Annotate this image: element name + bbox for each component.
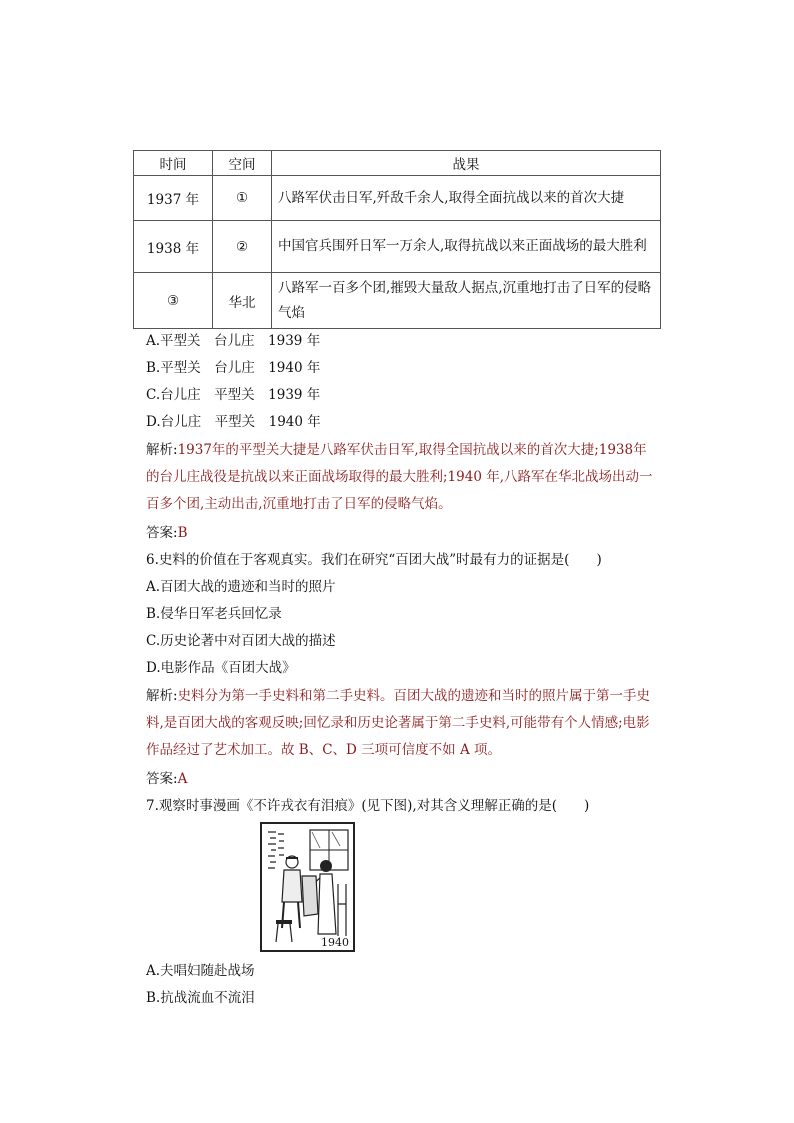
cell-place: ① (213, 176, 272, 221)
cartoon-drawing (262, 824, 353, 950)
cell-place: ② (213, 221, 272, 273)
history-table (133, 150, 661, 329)
header-result: 战果 (272, 151, 661, 176)
option-a: A.平型关 台儿庄 1939 年 (146, 333, 321, 349)
answer-value: B (177, 525, 188, 541)
option-b: B.侵华日军老兵回忆录 (146, 606, 282, 622)
option-b: B.平型关 台儿庄 1940 年 (146, 360, 321, 376)
cell-result: 八路军伏击日军,歼敌千余人,取得全面抗战以来的首次大捷 (272, 176, 661, 221)
question-stem: 7.观察时事漫画《不许戎衣有泪痕》(见下图),对其含义理解正确的是( ) (146, 798, 590, 814)
cell-time: 1937 年 (134, 176, 213, 221)
answer-line (146, 523, 187, 543)
analysis-text: 史料分为第一手史料和第二手史料。百团大战的遗迹和当时的照片属于第一手史料,是百团大战的客观反映;回忆录和历史论著属于第二手史料,可能带有个人情感;电影作品经过了艺术加工。故 B、C、D 三项可信度不如 A 项。 (146, 688, 651, 758)
cartoon-image (260, 822, 355, 952)
cartoon-year: 1940 (321, 936, 349, 949)
cell-result: 八路军一百多个团,摧毁大量敌人据点,沉重地打击了日军的侵略气焰 (272, 273, 661, 329)
cell-time: 1938 年 (134, 221, 213, 273)
option-a: A.百团大战的遗迹和当时的照片 (146, 579, 336, 595)
cell-result: 中国官兵围歼日军一万余人,取得抗战以来正面战场的最大胜利 (272, 221, 661, 273)
cell-time: ③ (134, 273, 213, 329)
option-b: B.抗战流血不流泪 (146, 990, 255, 1006)
question-stem: 6.史料的价值在于客观真实。我们在研究“百团大战”时最有力的证据是( ) (146, 552, 602, 568)
header-time: 时间 (134, 151, 213, 176)
answer-value: A (177, 771, 188, 787)
analysis-block (146, 437, 656, 518)
answer-label: 答案: (146, 525, 178, 541)
answer-label: 答案: (146, 771, 178, 787)
analysis-label: 解析: (146, 442, 178, 458)
option-c: C.历史论著中对百团大战的描述 (146, 633, 336, 649)
analysis-text: 1937年的平型关大捷是八路军伏击日军,取得全国抗战以来的首次大捷;1938年的台儿庄战役是抗战以来正面战场取得的最大胜利;1940 年,八路军在华北战场出动一百多个团,主动出击,沉重地打击了日军的侵略气焰。 (146, 442, 653, 512)
option-c: C.台儿庄 平型关 1939 年 (146, 387, 321, 403)
analysis-block (146, 683, 656, 764)
option-d: D.电影作品《百团大战》 (146, 660, 296, 676)
option-a: A.夫唱妇随赴战场 (146, 963, 255, 979)
answer-line (146, 769, 187, 789)
analysis-label: 解析: (146, 688, 178, 704)
cell-place: 华北 (213, 273, 272, 329)
header-place: 空间 (213, 151, 272, 176)
option-d: D.台儿庄 平型关 1940 年 (146, 414, 321, 430)
